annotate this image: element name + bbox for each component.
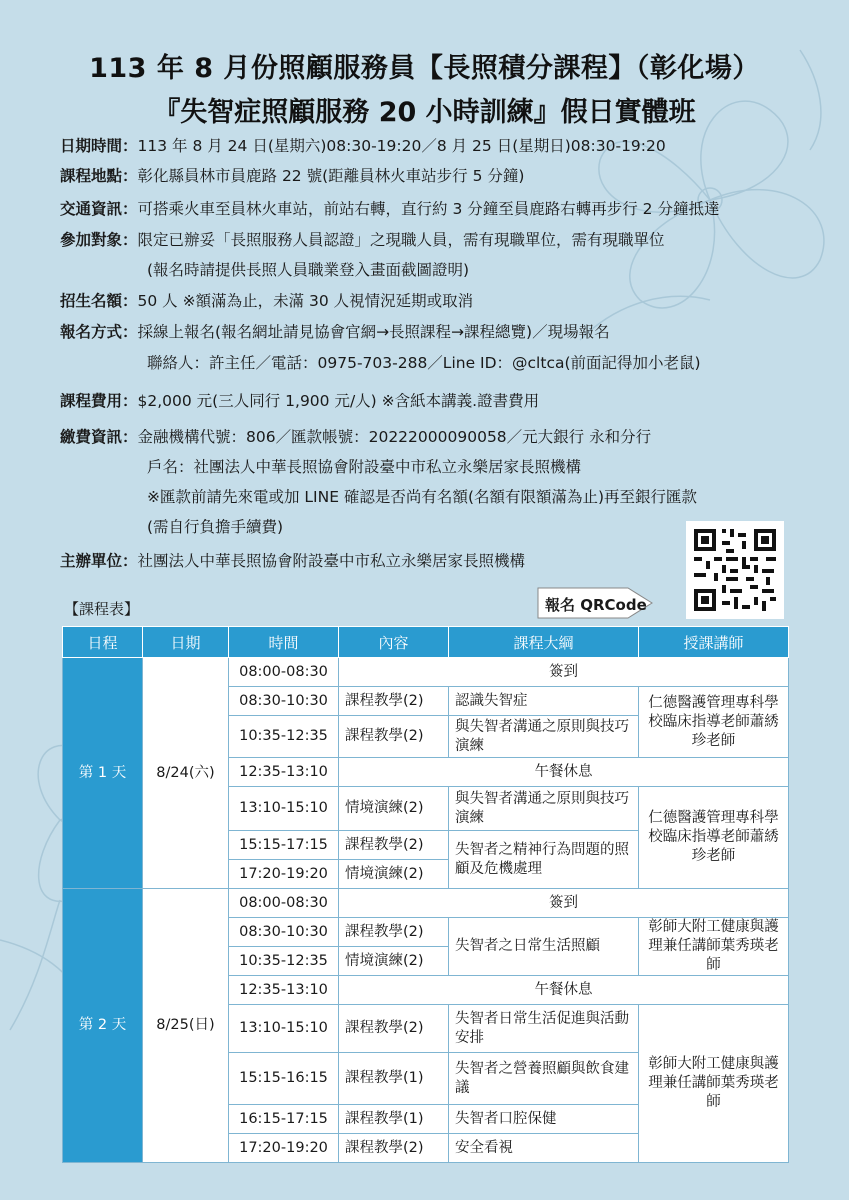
header-content: 內容 xyxy=(339,627,449,658)
page-title-line2: 『失智症照顧服務 20 小時訓練』假日實體班 xyxy=(153,97,696,128)
info-fee: 課程費用：$2,000 元(三人同行 1,900 元/人) ※含紙本講義.證書費用 xyxy=(60,392,540,410)
outline-cell: 失智者日常生活促進與活動安排 xyxy=(449,1005,639,1053)
time-cell: 10:35-12:35 xyxy=(229,947,339,976)
outline-cell: 安全看視 xyxy=(449,1134,639,1163)
lunch-cell: 午餐休息 xyxy=(339,758,789,787)
lunch-cell: 午餐休息 xyxy=(339,976,789,1005)
day2-date-cell: 8/25(日) xyxy=(143,889,229,1163)
time-cell: 17:20-19:20 xyxy=(229,1134,339,1163)
content-cell: 情境演練(2) xyxy=(339,787,449,831)
day1-cell: 第 1 天 xyxy=(63,658,143,889)
qr-label: 報名 QRCode xyxy=(545,596,647,614)
info-date: 日期時間：113 年 8 月 24 日(星期六)08:30-19:20／8 月 25 日(星期日)08:30-19:20 xyxy=(60,137,666,155)
info-organizer: 主辦單位：社團法人中華長照協會附設臺中市私立永樂居家長照機構 xyxy=(60,552,526,570)
table-row xyxy=(63,658,789,687)
time-cell: 13:10-15:10 xyxy=(229,1005,339,1053)
time-cell: 15:15-16:15 xyxy=(229,1053,339,1105)
info-payment: 繳費資訊：金融機構代號：806／匯款帳號：20222000090058／元大銀行 永和分行 xyxy=(60,428,652,446)
day2-cell: 第 2 天 xyxy=(63,889,143,1163)
time-cell: 13:10-15:10 xyxy=(229,787,339,831)
teacher-cell: 彰師大附工健康與護理兼任講師葉秀瑛老師 xyxy=(639,1005,789,1163)
schedule-heading: 【課程表】 xyxy=(64,600,140,618)
time-cell: 08:30-10:30 xyxy=(229,687,339,716)
info-payment-note: ※匯款前請先來電或加 LINE 確認是否尚有名額(名額有限額滿為止)再至銀行匯款 xyxy=(147,488,698,506)
content-cell: 課程教學(2) xyxy=(339,687,449,716)
time-cell: 12:35-13:10 xyxy=(229,758,339,787)
info-location: 課程地點：彰化縣員林市員鹿路 22 號(距離員林火車站步行 5 分鐘) xyxy=(60,167,525,185)
content-cell: 課程教學(2) xyxy=(339,1134,449,1163)
outline-cell: 與失智者溝通之原則與技巧演練 xyxy=(449,787,639,831)
content-cell: 課程教學(1) xyxy=(339,1105,449,1134)
outline-cell: 失智者之營養照顧與飲食建議 xyxy=(449,1053,639,1105)
header-day: 日程 xyxy=(63,627,143,658)
teacher-cell: 仁德醫護管理專科學校臨床指導老師蕭綉珍老師 xyxy=(639,687,789,758)
header-outline: 課程大綱 xyxy=(449,627,639,658)
content-cell: 課程教學(1) xyxy=(339,1053,449,1105)
info-fee-note: (需自行負擔手續費) xyxy=(147,518,284,536)
info-target: 參加對象：限定已辦妥「長照服務人員認證」之現職人員，需有現職單位，需有現職單位 xyxy=(60,231,665,249)
content-cell: 課程教學(2) xyxy=(339,1005,449,1053)
page-title-line1: 113 年 8 月份照顧服務員【長照積分課程】（彰化場） xyxy=(89,53,760,84)
content-cell: 課程教學(2) xyxy=(339,716,449,758)
time-cell: 16:15-17:15 xyxy=(229,1105,339,1134)
info-target-note: (報名時請提供長照人員職業登入畫面截圖證明) xyxy=(147,261,470,279)
outline-cell: 與失智者溝通之原則與技巧演練 xyxy=(449,716,639,758)
outline-cell: 認識失智症 xyxy=(449,687,639,716)
content-cell: 課程教學(2) xyxy=(339,918,449,947)
content-cell: 情境演練(2) xyxy=(339,947,449,976)
content-cell: 情境演練(2) xyxy=(339,860,449,889)
info-quota: 招生名額：50 人 ※額滿為止，未滿 30 人視情況延期或取消 xyxy=(60,292,474,310)
day1-date-cell: 8/24(六) xyxy=(143,658,229,889)
content-cell: 課程教學(2) xyxy=(339,831,449,860)
table-row xyxy=(63,889,789,918)
outline-cell: 失智者口腔保健 xyxy=(449,1105,639,1134)
time-cell: 15:15-17:15 xyxy=(229,831,339,860)
time-cell: 10:35-12:35 xyxy=(229,716,339,758)
header-date: 日期 xyxy=(143,627,229,658)
info-account-name: 戶名：社團法人中華長照協會附設臺中市私立永樂居家長照機構 xyxy=(147,458,582,476)
outline-cell: 失智者之日常生活照顧 xyxy=(449,918,639,976)
info-transport: 交通資訊：可搭乘火車至員林火車站，前站右轉，直行約 3 分鐘至員鹿路右轉再步行 2 分鐘抵達 xyxy=(60,200,720,218)
info-contact: 聯絡人：許主任／電話：0975-703-288／Line ID：@cltca(前面記得加小老鼠) xyxy=(147,354,701,372)
teacher-cell: 彰師大附工健康與護理兼任講師葉秀瑛老師 xyxy=(639,918,789,976)
outline-cell: 失智者之精神行為問題的照顧及危機處理 xyxy=(449,831,639,889)
course-schedule-table xyxy=(62,626,789,1163)
header-teacher: 授課講師 xyxy=(639,627,789,658)
time-cell: 08:00-08:30 xyxy=(229,658,339,687)
qr-code-image[interactable] xyxy=(686,521,784,619)
table-header-row xyxy=(63,627,789,658)
signin-cell: 簽到 xyxy=(339,889,789,918)
signin-cell: 簽到 xyxy=(339,658,789,687)
time-cell: 08:30-10:30 xyxy=(229,918,339,947)
time-cell: 12:35-13:10 xyxy=(229,976,339,1005)
time-cell: 17:20-19:20 xyxy=(229,860,339,889)
header-time: 時間 xyxy=(229,627,339,658)
info-registration: 報名方式：採線上報名(報名網址請見協會官網→長照課程→課程總覽)／現場報名 xyxy=(60,323,610,341)
time-cell: 08:00-08:30 xyxy=(229,889,339,918)
teacher-cell: 仁德醫護管理專科學校臨床指導老師蕭綉珍老師 xyxy=(639,787,789,889)
